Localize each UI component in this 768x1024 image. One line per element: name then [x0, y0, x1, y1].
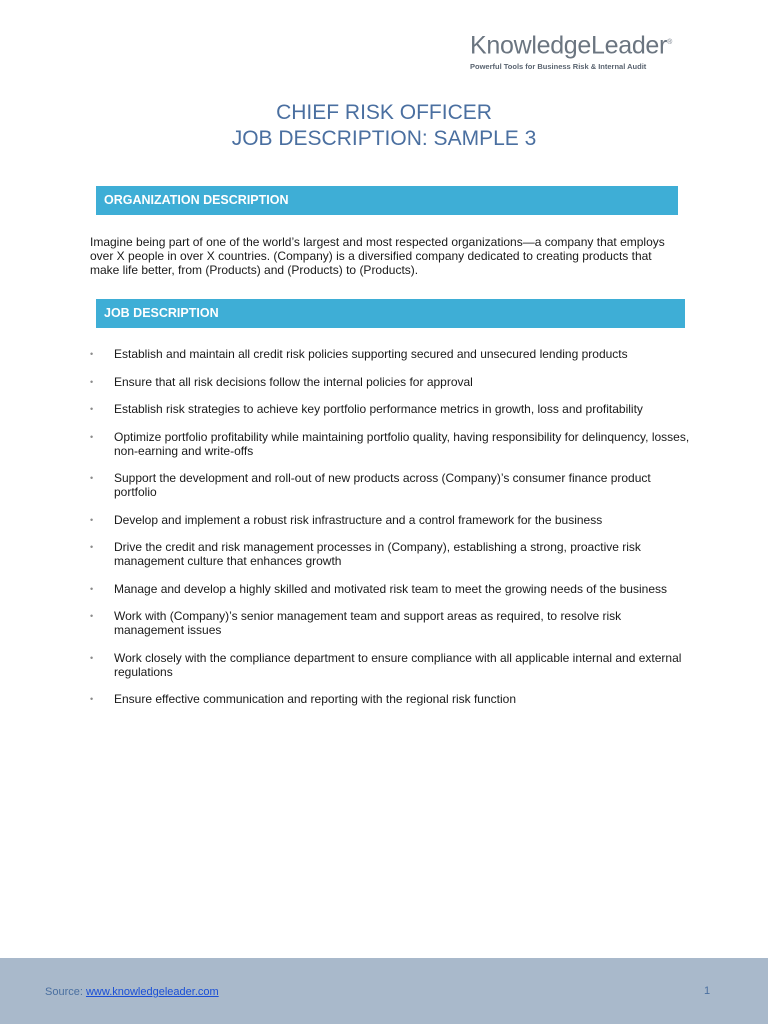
- job-description-item: [90, 609, 690, 637]
- job-description-item: [90, 540, 690, 568]
- organization-description-heading: ORGANIZATION DESCRIPTION: [96, 186, 678, 215]
- bullet-icon: •: [90, 473, 94, 483]
- job-description-heading: JOB DESCRIPTION: [96, 299, 685, 328]
- job-description-item-text: Ensure effective communication and reporting with the regional risk function: [114, 692, 516, 706]
- job-description-item-text: Manage and develop a highly skilled and motivated risk team to meet the growing needs of the business: [114, 581, 667, 596]
- bullet-icon: •: [90, 583, 94, 594]
- job-description-item-text: Work with (Company)’s senior management team and support areas as required, to resolve risk management issues: [114, 609, 622, 637]
- title-line-2: JOB DESCRIPTION: SAMPLE 3: [231, 127, 537, 150]
- knowledgeleader-logo: [470, 28, 700, 72]
- job-description-item-text: Ensure that all risk decisions follow the internal policies for approval: [114, 374, 473, 389]
- logo-tagline: Powerful Tools for Business Risk & Internal Audit: [470, 62, 647, 72]
- job-description-item: [90, 375, 690, 389]
- job-description-item: [90, 651, 690, 679]
- bullet-icon: •: [90, 376, 94, 387]
- bullet-icon: •: [90, 431, 94, 442]
- bullet-icon: •: [90, 694, 94, 704]
- page-footer: [0, 958, 768, 1024]
- logo-registered-mark: ®: [667, 39, 672, 46]
- title-line-1: CHIEF RISK OFFICER: [276, 101, 492, 124]
- logo-brand-b: Leader: [591, 31, 668, 60]
- bullet-icon: •: [90, 652, 94, 663]
- job-description-item-text: Work closely with the compliance department to ensure compliance with all applicable internal and external regulations: [114, 650, 682, 679]
- organization-description-text: Imagine being part of one of the world’s largest and most respected organizations—a company that employs over X people in over X countries. (Company) is a diversified company dedicated to creating products that make life better, from (Products) and (Products) to (Products).: [90, 235, 665, 277]
- bullet-icon: •: [90, 349, 94, 359]
- bullet-icon: •: [90, 404, 94, 414]
- footer-source: [45, 986, 219, 998]
- job-description-item: [90, 692, 690, 706]
- job-description-item-text: Support the development and roll-out of new products across (Company)’s consumer finance product portfolio: [114, 471, 651, 499]
- job-description-item-text: Drive the credit and risk management processes in (Company), establishing a strong, proactive risk management culture that enhances growth: [114, 540, 641, 568]
- job-description-item-text: Establish and maintain all credit risk policies supporting secured and unsecured lending products: [114, 347, 628, 361]
- logo-brand-a: Knowledge: [470, 31, 592, 60]
- page-number: 1: [704, 985, 711, 997]
- logo-wordmark: [470, 28, 700, 60]
- job-description-item-text: Develop and implement a robust risk infrastructure and a control framework for the business: [114, 512, 603, 527]
- job-description-item: [90, 471, 690, 499]
- job-description-item-text: Optimize portfolio profitability while maintaining portfolio quality, having responsibility for delinquency, losses, non-earning and write-offs: [114, 429, 690, 458]
- source-label: Source:: [45, 986, 86, 998]
- job-description-item-text: Establish risk strategies to achieve key portfolio performance metrics in growth, loss and profitability: [114, 402, 643, 416]
- job-description-list: [90, 347, 690, 720]
- bullet-icon: •: [90, 514, 94, 525]
- job-description-item: [90, 402, 690, 416]
- job-description-item: [90, 430, 690, 458]
- bullet-icon: •: [90, 611, 94, 621]
- document-title: [0, 100, 768, 152]
- bullet-icon: •: [90, 542, 94, 552]
- job-description-item: [90, 513, 690, 527]
- job-description-item: [90, 347, 690, 361]
- job-description-item: [90, 582, 690, 596]
- source-link[interactable]: www.knowledgeleader.com: [85, 986, 219, 998]
